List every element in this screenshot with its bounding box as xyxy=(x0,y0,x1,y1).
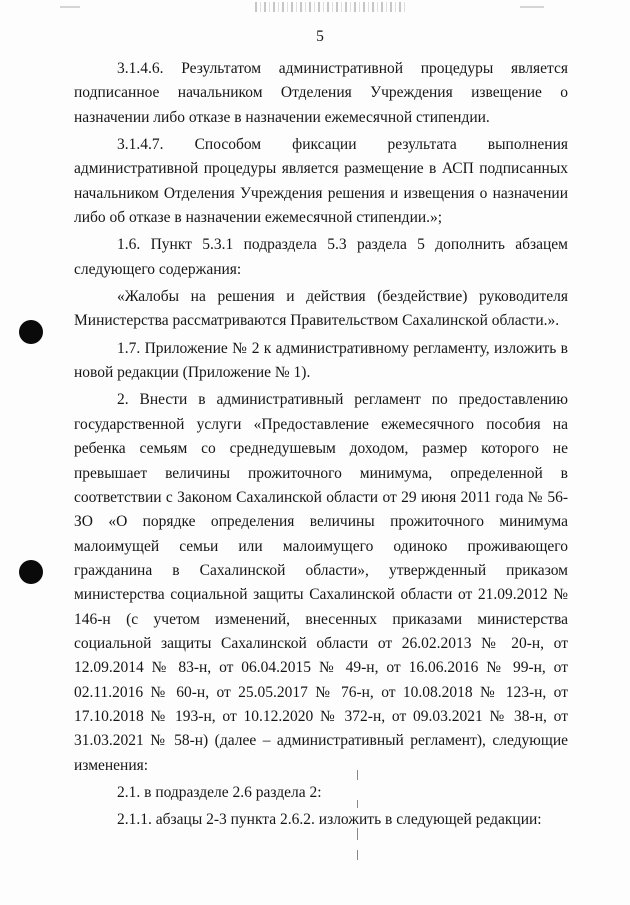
paragraph: 2.1. в подразделе 2.6 раздела 2: xyxy=(117,783,322,801)
paragraph: 3.1.4.6. Результатом административной процедуры является подписанное начальником Отделения Учреждения извещение о назначении либо отказе в назначении ежемесячной стипендии. xyxy=(74,60,568,126)
scan-artifact xyxy=(255,2,405,12)
binder-hole xyxy=(19,560,43,584)
paragraph: 1.7. Приложение № 2 к административному регламенту, изложить в новой редакции (Приложение № 1). xyxy=(74,339,568,382)
document-body xyxy=(74,57,568,833)
paragraph: «Жалобы на решения и действия (бездействие) руководителя Министерства рассматриваются Правительством Сахалинской области.». xyxy=(74,288,568,330)
paragraph: 1.6. Пункт 5.3.1 подраздела 5.3 раздела 5 дополнить абзацем следующего содержания: xyxy=(74,236,568,278)
paragraph: 2.1.1. абзацы 2-3 пункта 2.6.2. изложить в следующей редакции: xyxy=(117,811,542,829)
page-number: 5 xyxy=(316,28,324,45)
scan-artifact xyxy=(357,770,358,780)
scan-artifact xyxy=(520,6,544,8)
paragraph: 3.1.4.7. Способом фиксации результата выполнения административной процедуры является размещение в АСП подписанных начальником Отделения Учреждения решения и извещения о назначении либо об отказе в назначении ежемесячной стипендии.»; xyxy=(74,136,568,227)
paragraph: 2. Внести в административный регламент по предоставлению государственной услуги «Предоставление ежемесячного пособия на ребенка семьям со среднедушевым доходом, размер которого не превышает величины прожиточного минимума, определенной в соответствии с Законом Сахалинской области от 29 июня 2011 года № 56-ЗО «О порядке определения величины прожиточного минимума малоимущей семьи или малоимущего одиноко проживающего гражданина в Сахалинской области», утвержденный приказом министерства социальной защиты Сахалинской области от 21.09.2012 № 146-н (с учетом изменений, внесенных приказами министерства социальной защиты Сахалинской области от 26.02.2013 № 20-н, от 12.09.2014 № 83-н, от 06.04.2015 № 49-н, от 16.06.2016 № 99-н, от 02.11.2016 № 60-н, от 25.05.2017 № 76-н, от 10.08.2018 № 123-н, от 17.10.2018 № 193-н, от 10.12.2020 № 372-н, от 09.03.2021 № 38-н, от 31.03.2021 № 58-н) (далее – административный регламент), следующие изменения: xyxy=(74,391,568,774)
scan-artifact xyxy=(357,828,358,840)
binder-hole xyxy=(19,320,43,344)
scan-artifact xyxy=(357,800,358,808)
scan-artifact xyxy=(357,850,358,860)
scan-artifact xyxy=(60,6,80,8)
